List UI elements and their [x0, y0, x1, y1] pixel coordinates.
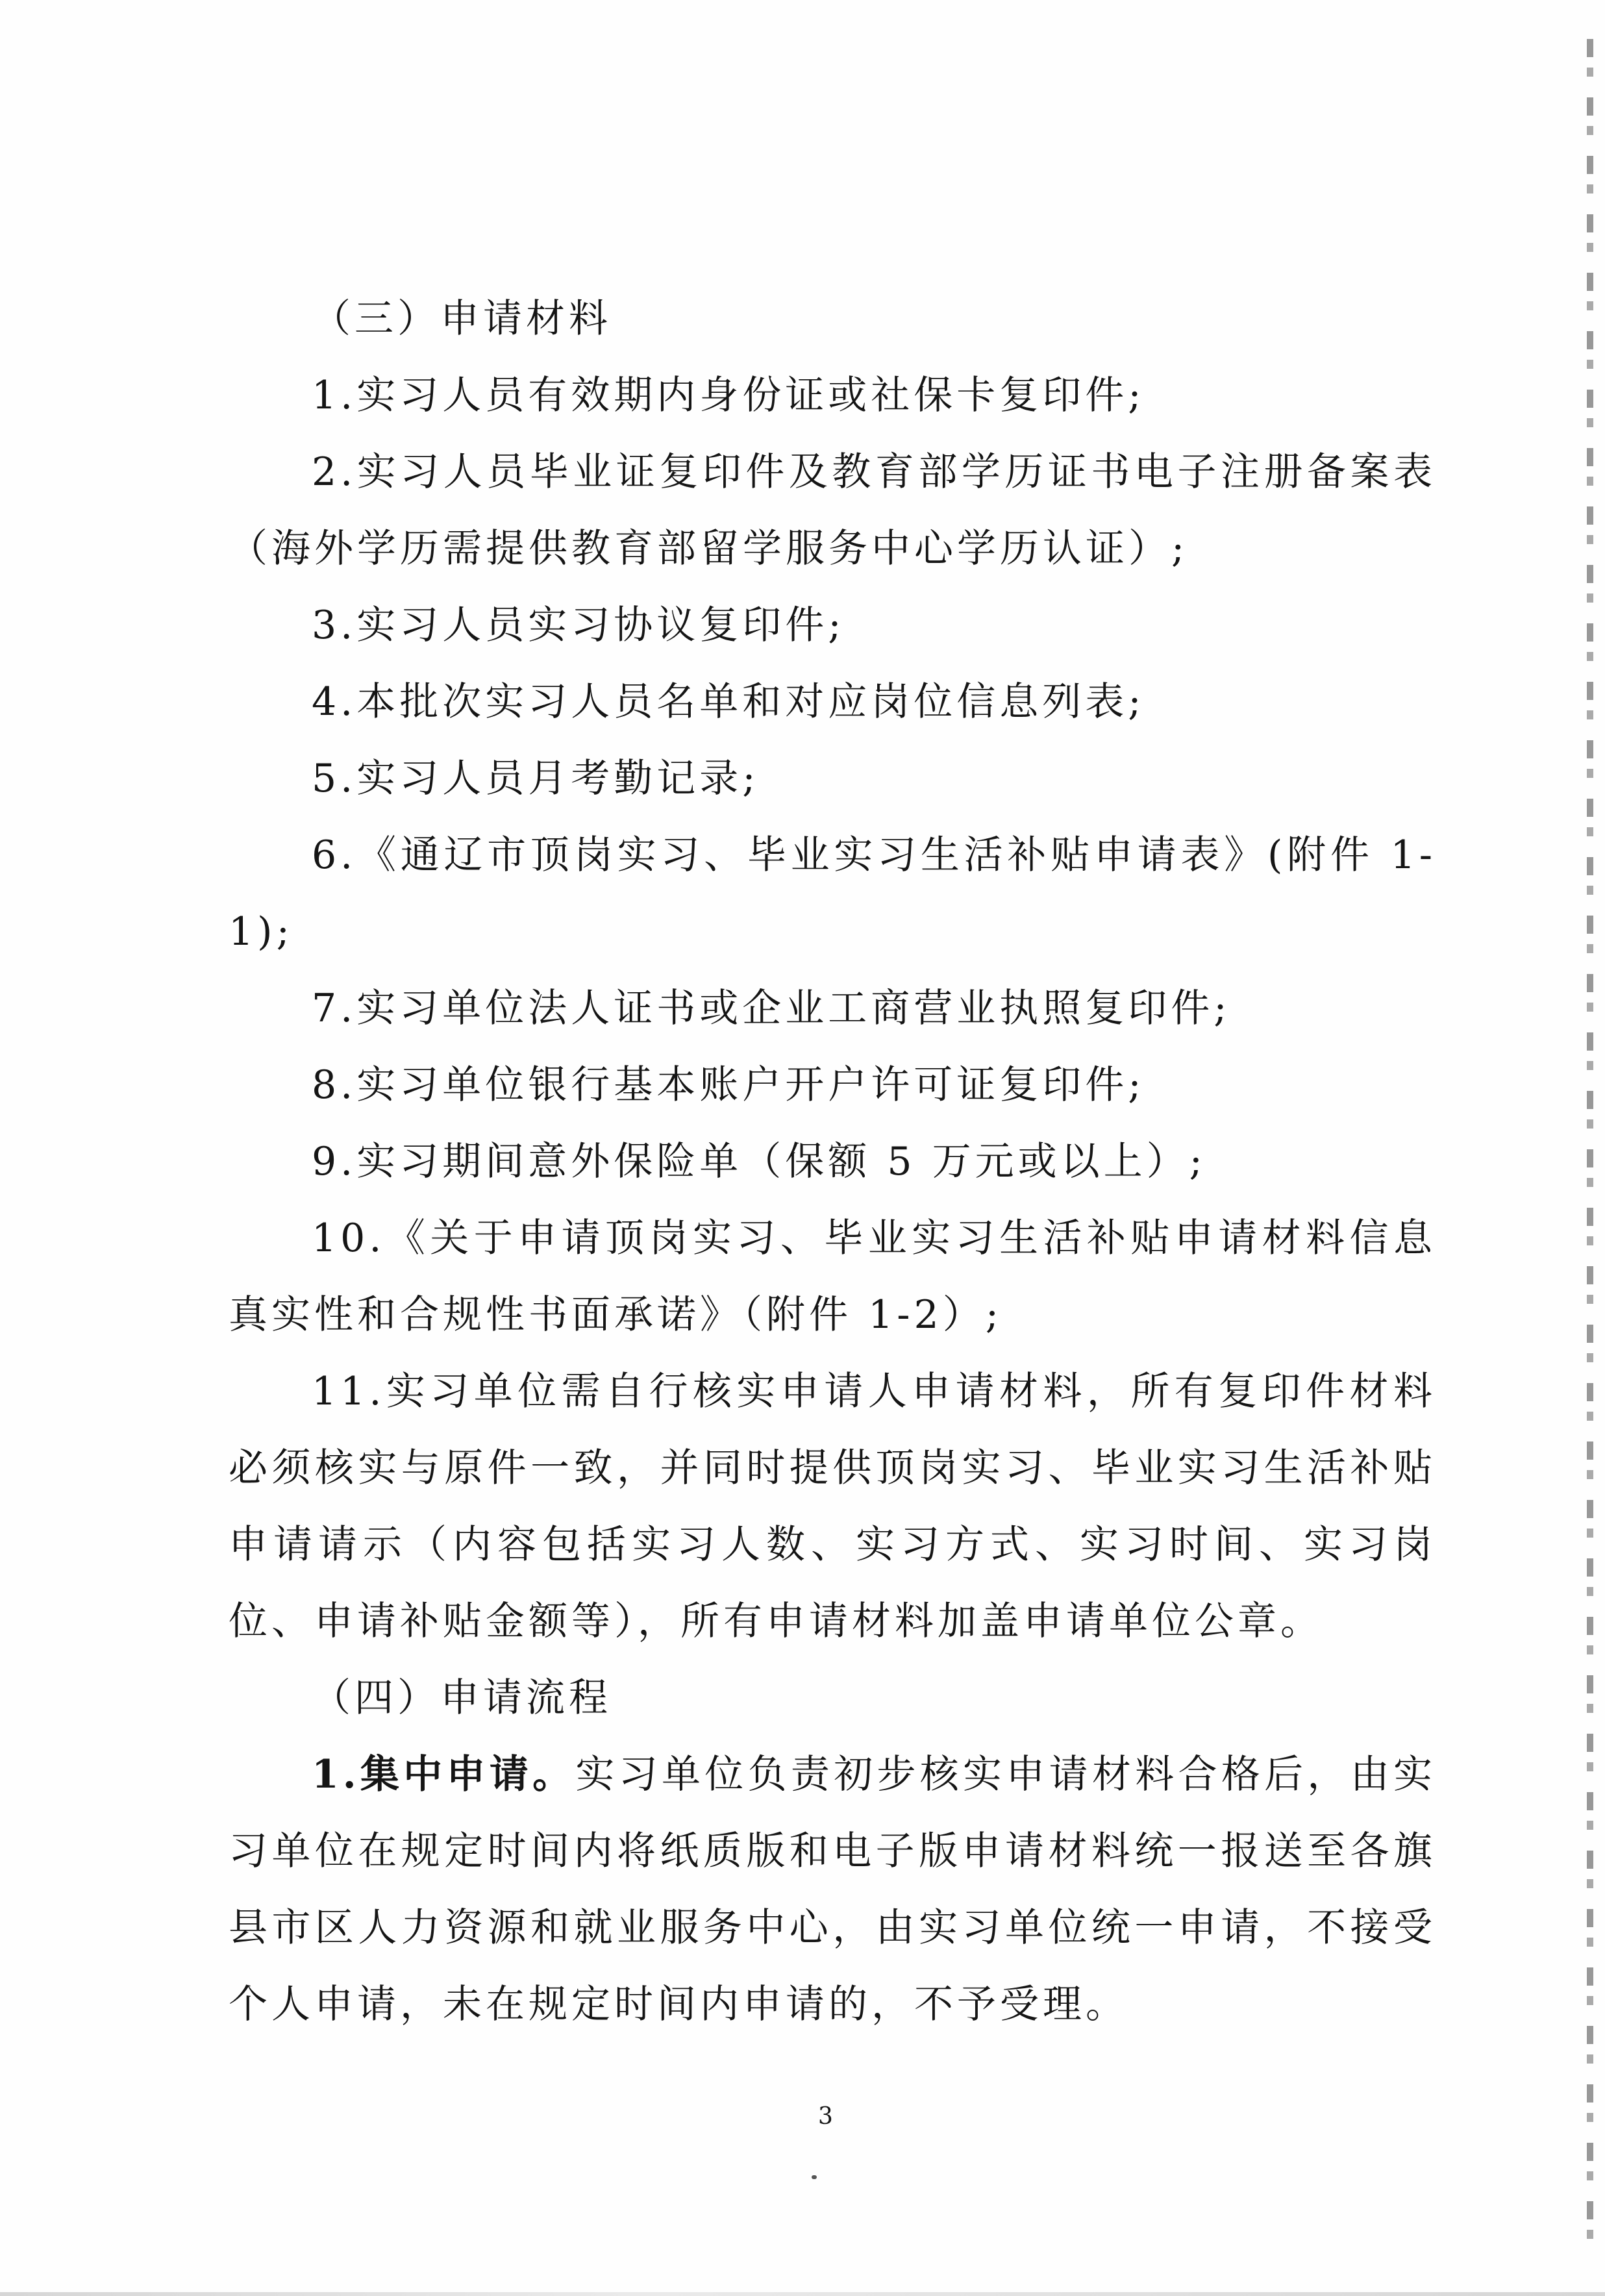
list-item: 8.实习单位银行基本账户开户许可证复印件; [312, 1062, 1145, 1108]
section-heading-materials: （三）申请材料 [312, 296, 612, 342]
list-item: 2.实习人员毕业证复印件及教育部学历证书电子注册备案表（海外学历需提供教育部留学服务中心学历认证）; [229, 449, 1436, 571]
scan-bottom-artifact [0, 2292, 1605, 2296]
list-item: 1.实习人员有效期内身份证或社保卡复印件; [312, 373, 1145, 418]
process-step-text: 实习单位负责初步核实申请材料合格后，由实习单位在规定时间内将纸质版和电子版申请材料统一报送至各旗县市区人力资源和就业服务中心，由实习单位统一申请，不接受个人申请，未在规定时间内申请的，不予受理。 [229, 1752, 1436, 2027]
list-item: 6.《通辽市顶岗实习、毕业实习生活补贴申请表》(附件 1-1); [229, 832, 1436, 955]
process-step-title: 1.集中申请。 [312, 1752, 576, 1797]
list-item: 3.实习人员实习协议复印件; [312, 603, 845, 648]
page-number: 3 [818, 2103, 833, 2130]
scan-edge-artifact [1587, 39, 1593, 2260]
document-body [229, 281, 1436, 2043]
list-item: 5.实习人员月考勤记录; [312, 756, 760, 801]
list-item: 11.实习单位需自行核实申请人申请材料，所有复印件材料必须核实与原件一致，并同时提供顶岗实习、毕业实习生活补贴申请请示（内容包括实习人数、实习方式、实习时间、实习岗位、申请补贴金额等），所有申请材料加盖申请单位公章。 [229, 1369, 1436, 1644]
list-item: 4.本批次实习人员名单和对应岗位信息列表; [312, 679, 1145, 725]
process-step [229, 1736, 1436, 2043]
list-item: 7.实习单位法人证书或企业工商营业执照复印件; [312, 986, 1231, 1031]
list-item: 9.实习期间意外保险单（保额 5 万元或以上）; [312, 1139, 1206, 1184]
list-item: 10.《关于申请顶岗实习、毕业实习生活补贴申请材料信息真实性和合规性书面承诺》（附件 1-2）; [229, 1216, 1436, 1338]
scan-dot-artifact [812, 2175, 817, 2179]
section-heading-process: （四）申请流程 [312, 1675, 612, 1721]
